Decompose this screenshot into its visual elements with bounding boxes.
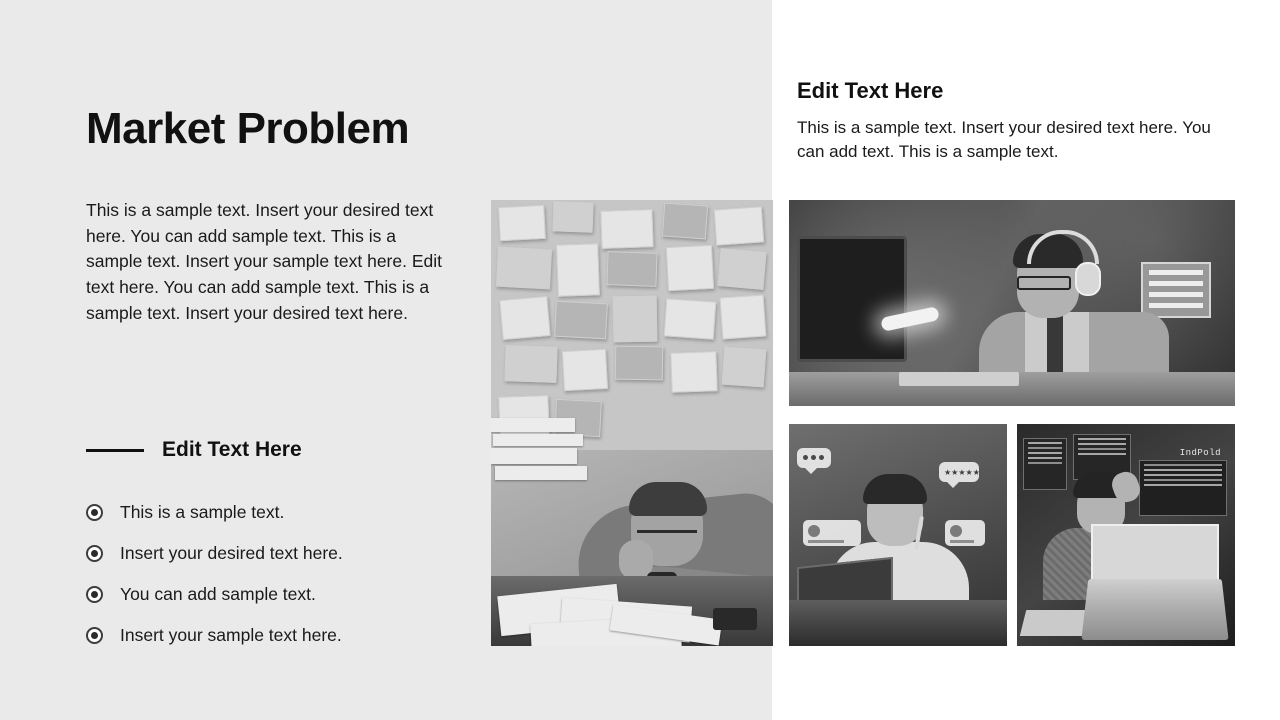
page-title: Market Problem [86, 104, 410, 153]
list-item [86, 574, 476, 615]
paper-stack [491, 448, 577, 464]
notepad-icon [1020, 610, 1088, 636]
laptop-base-icon [1081, 579, 1228, 640]
left-subheading-label: Edit Text Here [162, 438, 302, 461]
person-hair [629, 482, 707, 516]
list-item-label: You can add sample text. [120, 584, 316, 604]
list-item-label: Insert your sample text here. [120, 625, 342, 645]
paper-stack [493, 434, 583, 446]
list-item-label: This is a sample text. [120, 502, 285, 522]
headphone-earcup-icon [1075, 262, 1101, 296]
secondary-monitor-icon [1141, 262, 1211, 318]
bullet-dot-icon [86, 586, 103, 603]
image-man-at-trading-desk [1017, 424, 1235, 646]
image-man-with-headphones-at-monitor [789, 200, 1235, 406]
sticky-notes-wall [491, 200, 773, 450]
trading-monitor-icon [1139, 460, 1227, 516]
trading-monitor-icon [1023, 438, 1067, 490]
keyboard-icon [899, 372, 1019, 386]
bullet-dot-icon [86, 504, 103, 521]
image-woman-with-headset-and-chat-bubbles [789, 424, 1007, 646]
laptop-base-icon [789, 600, 1007, 646]
bullet-dot-icon [86, 545, 103, 562]
list-item [86, 615, 476, 656]
list-item [86, 533, 476, 574]
list-item [86, 492, 476, 533]
paper-stack [491, 418, 575, 432]
person-hair [863, 474, 927, 504]
bullet-list [86, 492, 476, 656]
rating-bubble-icon: ★★★★★ [939, 462, 979, 482]
intro-paragraph: This is a sample text. Insert your desired text here. You can add sample text. This is a sample text. Insert your sample text here. Edit text here. You can add sample text. This is a sample text. Insert your desired text here. [86, 200, 442, 323]
left-subheading [86, 438, 302, 462]
glasses-icon [1017, 276, 1071, 290]
right-paragraph: This is a sample text. Insert your desired text here. You can add text. This is a sample text. [797, 118, 1211, 161]
chat-bubble-icon [797, 448, 831, 468]
image-stressed-office-worker-with-sticky-notes [491, 200, 773, 646]
calculator-icon [713, 608, 757, 630]
glasses-icon [637, 530, 697, 540]
divider-rule [86, 449, 144, 452]
list-item-label: Insert your desired text here. [120, 543, 343, 563]
profile-card-icon [945, 520, 985, 546]
computer-monitor-icon [797, 236, 907, 362]
screen-ticker-label: IndPold [1179, 448, 1221, 458]
paper-stack [495, 466, 587, 480]
right-heading: Edit Text Here [797, 78, 944, 103]
bullet-dot-icon [86, 627, 103, 644]
contact-card-icon [803, 520, 861, 546]
